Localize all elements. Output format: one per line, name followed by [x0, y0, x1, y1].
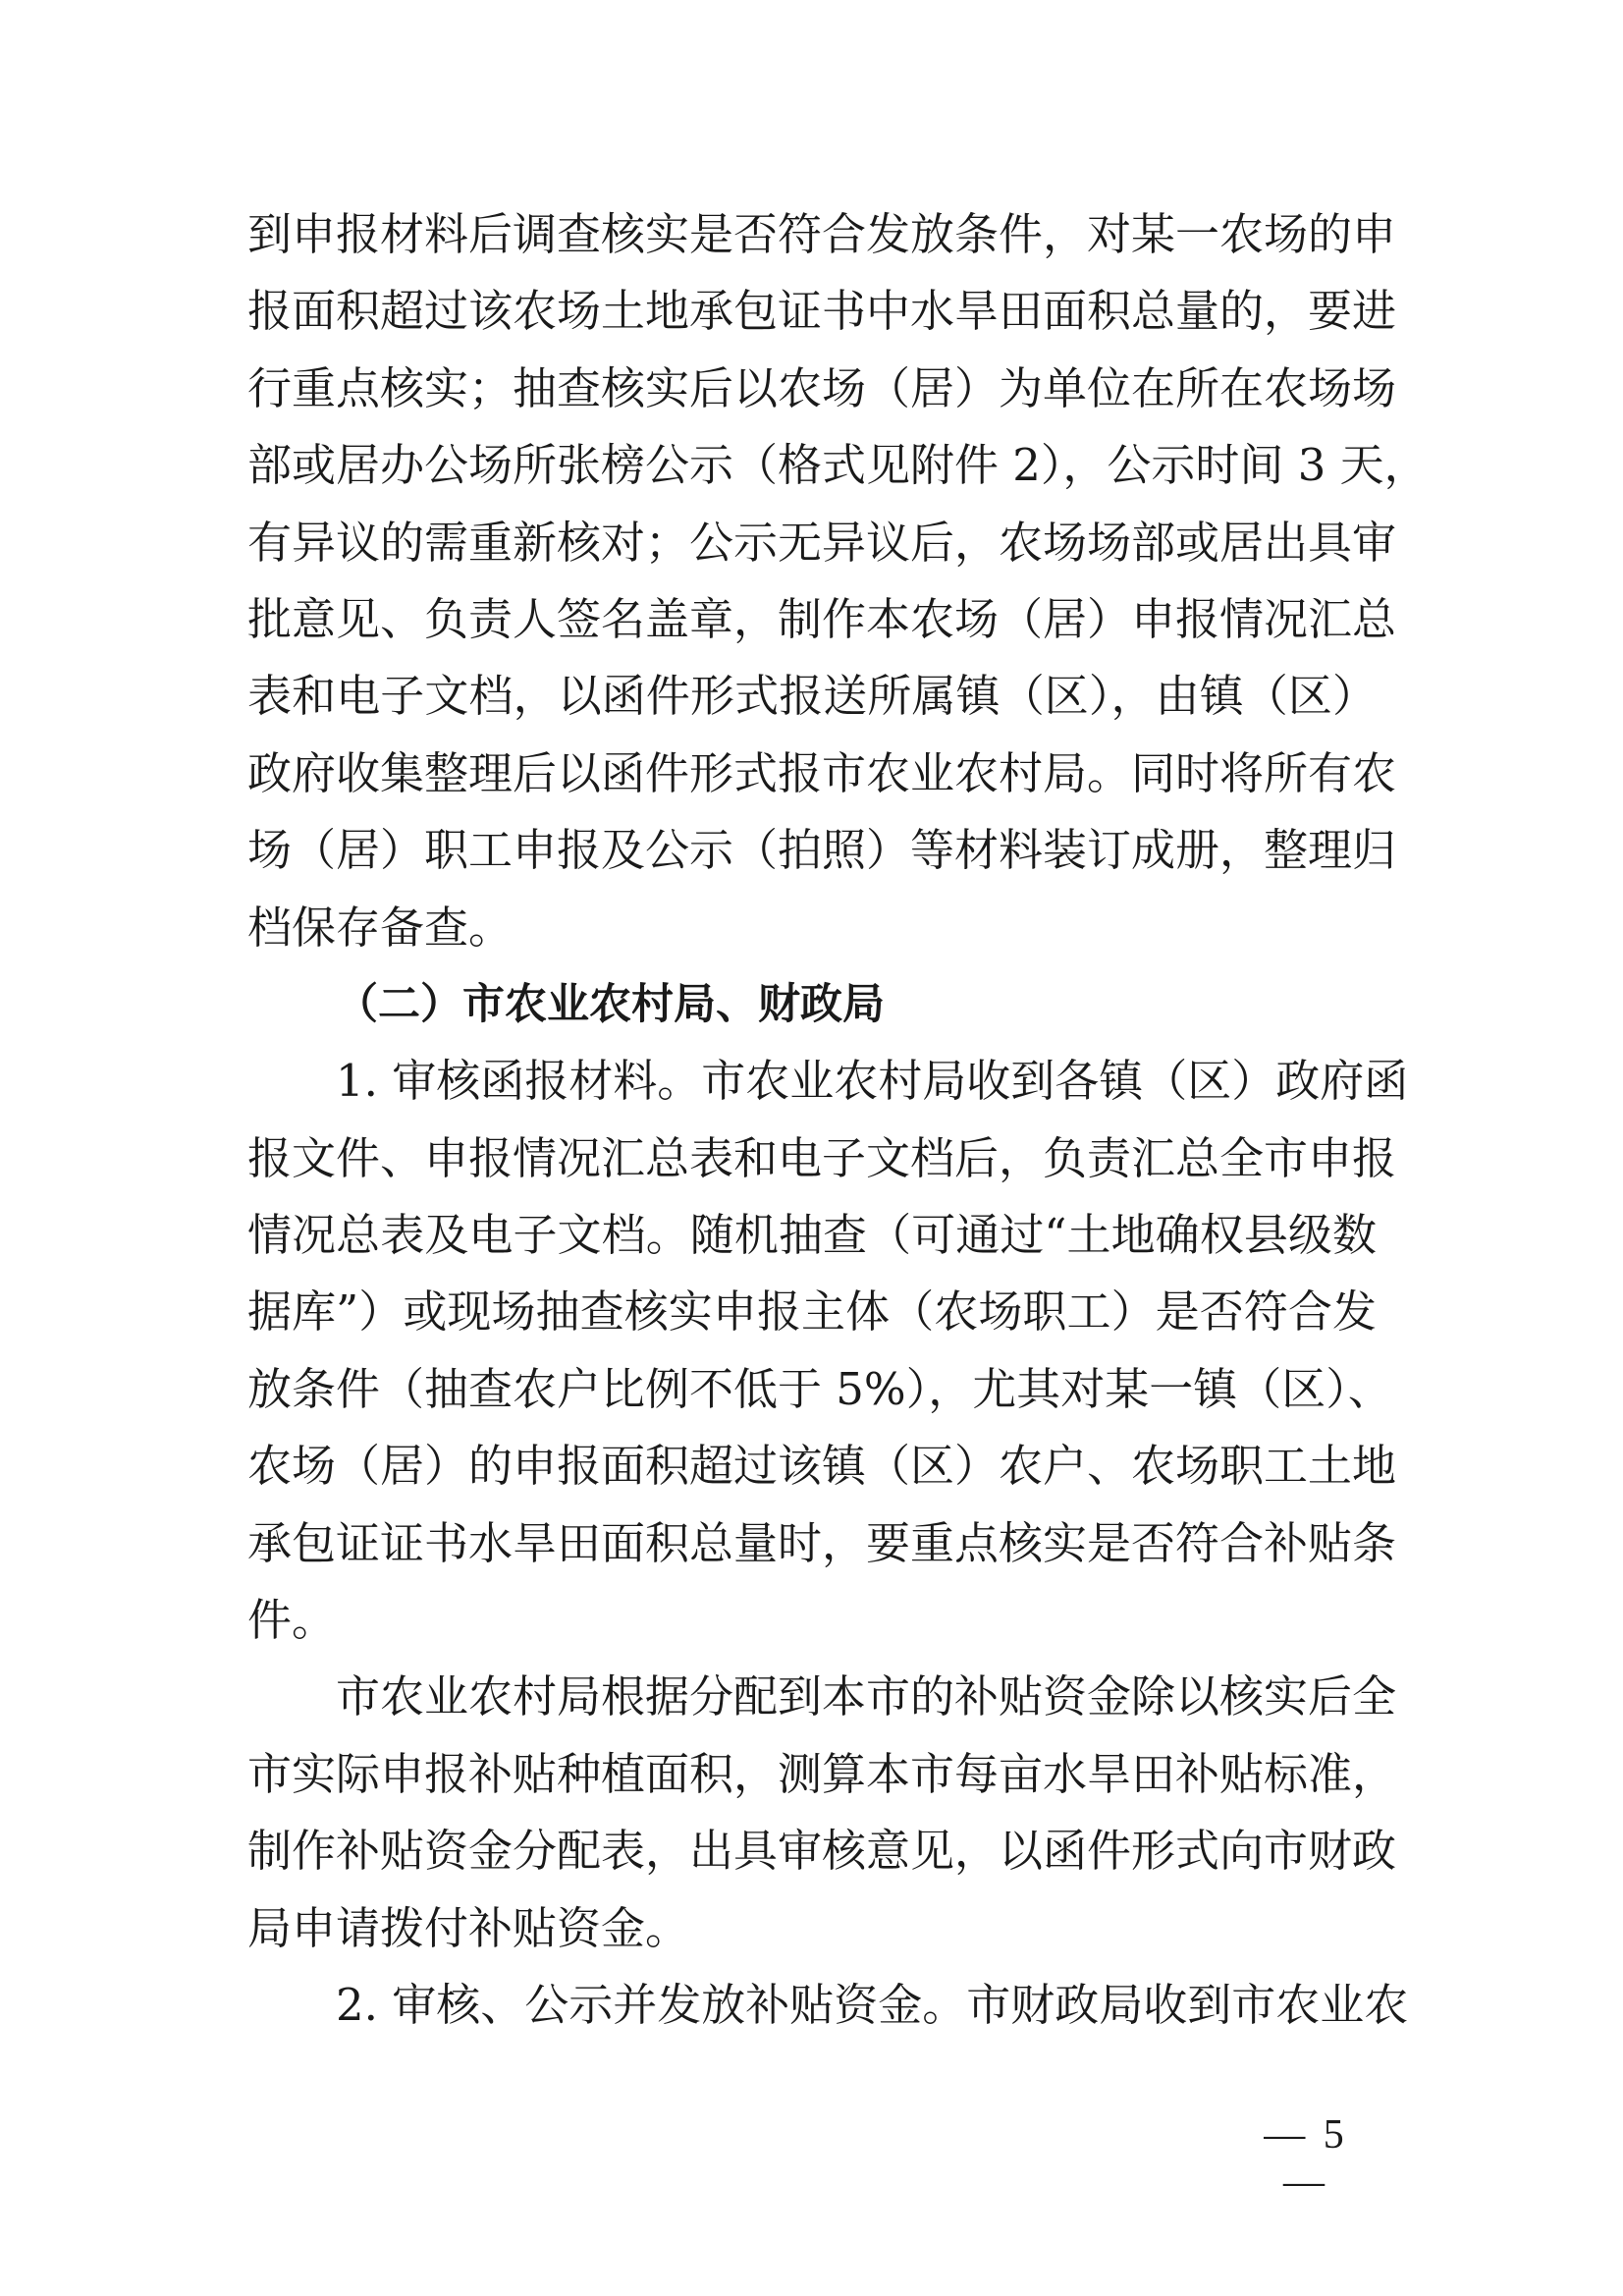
text-line: 市农业农村局根据分配到本市的补贴资金除以核实后全	[336, 1670, 1397, 1723]
text-line: 局申请拨付补贴资金。	[247, 1901, 690, 1954]
section-heading: （二）市农业农村局、财政局	[336, 979, 885, 1029]
text-line: 部或居办公场所张榜公示（格式见附件 2），公示时间 3 天，	[247, 439, 1429, 492]
text-line: 市实际申报补贴种植面积，测算本市每亩水旱田补贴标准，	[247, 1747, 1397, 1800]
text-line: 有异议的需重新核对；公示无异议后，农场场部或居出具审	[247, 516, 1397, 569]
text-line: 报面积超过该农场土地承包证书中水旱田面积总量的，要进	[247, 285, 1397, 338]
text-line: 批意见、负责人签名盖章，制作本农场（居）申报情况汇总	[247, 592, 1397, 645]
text-line: 场（居）职工申报及公示（拍照）等材料装订成册，整理归	[247, 824, 1397, 877]
text-line: 档保存备查。	[247, 901, 514, 954]
text-line: 件。	[247, 1594, 337, 1647]
text-line: 行重点核实；抽查核实后以农场（居）为单位在所在农场场	[247, 361, 1397, 414]
body-text	[247, 196, 1429, 2044]
text-line: 报文件、申报情况汇总表和电子文档后，负责汇总全市申报	[247, 1131, 1397, 1184]
text-line: 据库”）或现场抽查核实申报主体（农场职工）是否符合发	[247, 1285, 1377, 1339]
text-line: 2. 审核、公示并发放补贴资金。市财政局收到市农业农	[336, 1978, 1409, 2031]
page-number: — 5 —	[1264, 2112, 1348, 2205]
text-line: 表和电子文档，以函件形式报送所属镇（区），由镇（区）	[247, 670, 1377, 723]
text-line: 制作补贴资金分配表，出具审核意见，以函件形式向市财政	[247, 1825, 1397, 1878]
text-line: 放条件（抽查农户比例不低于 5%），尤其对某一镇（区）、	[247, 1362, 1392, 1415]
text-line: 1. 审核函报材料。市农业农村局收到各镇（区）政府函	[336, 1055, 1409, 1108]
text-line: 承包证证书水旱田面积总量时，要重点核实是否符合补贴条	[247, 1516, 1397, 1569]
text-line: 情况总表及电子文档。随机抽查（可通过“土地确权县级数	[247, 1209, 1377, 1262]
text-line: 农场（居）的申报面积超过该镇（区）农户、农场职工土地	[247, 1440, 1397, 1493]
text-line: 到申报材料后调查核实是否符合发放条件，对某一农场的申	[247, 208, 1397, 260]
text-line: 政府收集整理后以函件形式报市农业农村局。同时将所有农	[247, 746, 1397, 799]
